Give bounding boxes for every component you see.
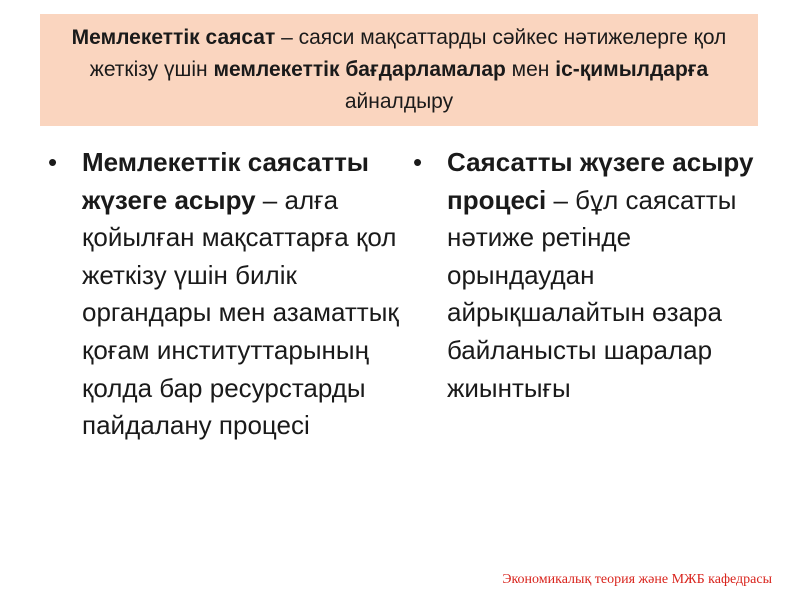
slide-title	[54, 22, 744, 118]
footer-department: Экономикалық теория және МЖБ кафедрасы	[502, 572, 772, 587]
title-text-1: – саяси мақсаттарды сәйкес нәтижелерге қол жеткізу үшін	[89, 26, 727, 81]
title-box	[40, 14, 758, 126]
title-term-policy: Мемлекеттік саясат	[71, 26, 276, 49]
title-text-3: айналдыру	[344, 90, 454, 113]
bullet-icon: •	[413, 147, 423, 177]
bullet-term: Саясатты жүзеге асыру процесі	[447, 147, 754, 215]
title-term-actions: іс-қимылдарға	[555, 58, 709, 81]
bullet-item-implementation	[48, 144, 400, 445]
right-column	[413, 144, 758, 407]
title-term-programs: мемлекеттік бағдарламалар	[213, 58, 506, 81]
bullet-item-process	[413, 144, 758, 407]
title-text-2: мен	[505, 58, 556, 81]
bullet-text	[82, 144, 400, 445]
bullet-term: Мемлекеттік саясатты жүзеге асыру	[82, 147, 370, 215]
bullet-text	[447, 144, 758, 407]
left-column	[48, 144, 400, 445]
bullet-definition: – бұл саясатты нәтиже ретінде орындаудан айрықшалайтын өзара байланысты шаралар жиынтығы	[447, 184, 737, 403]
bullet-icon: •	[48, 147, 58, 177]
bullet-definition: – алға қойылған мақсаттарға қол жеткізу үшін билік органдары мен азаматтық қоғам институттарының қолда бар ресурстарды пайдалану процесі	[82, 184, 399, 441]
